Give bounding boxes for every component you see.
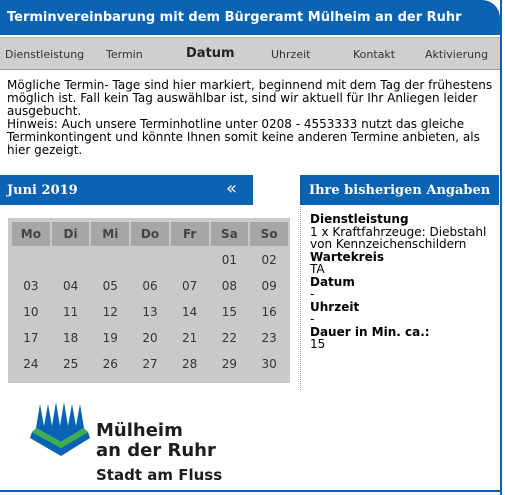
logo-line-muelheim: Mülheim [96, 420, 183, 441]
calendar-day: 20 [142, 331, 158, 345]
weekday-header: Do [131, 222, 169, 246]
calendar-day: 13 [142, 305, 158, 319]
page-title: Terminvereinbarung mit dem Bürgeramt Mülheim an der Ruhr [7, 10, 462, 25]
summary-label-dauer: Dauer in Min. ca.: [310, 324, 430, 339]
calendar-day [91, 248, 129, 272]
weekday-header: Di [52, 222, 90, 246]
calendar-day: 22 [221, 331, 238, 345]
weekday-header: Fr [171, 222, 209, 246]
summary-value-wartekreis: TA [310, 262, 325, 276]
calendar-day [12, 248, 50, 272]
summary-value-datum: - [310, 287, 315, 301]
calendar-day: 25 [62, 357, 79, 371]
logo-line-slogan: Stadt am Fluss [96, 466, 223, 484]
calendar-day: 30 [261, 357, 277, 371]
calendar-day: 14 [182, 305, 198, 319]
calendar [8, 218, 290, 383]
calendar-day: 27 [142, 357, 158, 371]
summary-value-dauer: 15 [310, 337, 326, 351]
calendar-day: 24 [23, 357, 39, 371]
summary-value-uhrzeit: - [310, 312, 315, 326]
frame-border-bottom [0, 490, 502, 492]
calendar-day: 02 [261, 253, 277, 267]
calendar-day: 03 [23, 279, 39, 293]
summary-label-service: Dienstleistung [310, 212, 409, 226]
calendar-day: 15 [221, 305, 238, 319]
progress-steps [0, 37, 500, 70]
calendar-day: 06 [142, 279, 158, 293]
calendar-day: 11 [62, 305, 79, 319]
summary-panel [310, 213, 498, 351]
calendar-day: 26 [102, 357, 118, 371]
calendar-grid [10, 220, 290, 378]
step-datum: Datum [186, 46, 235, 61]
weekday-header: So [250, 222, 288, 246]
calendar-day: 18 [62, 331, 79, 345]
summary-title: Ihre bisherigen Angaben [309, 183, 491, 198]
intro-text [7, 79, 495, 157]
calendar-day: 29 [221, 357, 238, 371]
calendar-day: 23 [261, 331, 277, 345]
logo-line-ruhr: an der Ruhr [96, 440, 216, 461]
calendar-day [52, 248, 90, 272]
calendar-day: 01 [221, 253, 238, 267]
weekday-header: Mo [12, 222, 50, 246]
calendar-day: 12 [102, 305, 118, 319]
summary-header [300, 175, 499, 205]
hotline-hint: Hinweis: Auch unsere Terminhotline unter 0208 - 4553333 nutzt das gleiche Terminkontingent und könnte Ihnen somit keine anderen Termine anbieten, als hier gezeigt. [7, 117, 480, 157]
calendar-day: 05 [102, 279, 118, 293]
calendar-day: 08 [221, 279, 238, 293]
weekday-header: Mi [91, 222, 129, 246]
step-dienstleistung[interactable]: Dienstleistung [5, 48, 85, 61]
header-bar [0, 0, 500, 35]
calendar-day: 09 [261, 279, 277, 293]
summary-label-wartekreis: Wartekreis [310, 249, 384, 264]
calendar-day: 28 [182, 357, 198, 371]
calendar-day: 17 [23, 331, 39, 345]
calendar-month: Juni 2019 [7, 183, 78, 198]
calendar-day: 21 [182, 331, 198, 345]
city-logo [30, 396, 230, 486]
step-aktivierung: Aktivierung [425, 48, 489, 61]
intro-paragraph: Mögliche Termin- Tage sind hier markiert, beginnend mit dem Tag der frühestens möglich ist. Fall kein Tag auswählbar ist, sind wir aktuell für Ihr Anliegen leider ausgebucht. [7, 78, 493, 118]
step-kontakt: Kontakt [353, 48, 396, 61]
step-uhrzeit: Uhrzeit [271, 48, 311, 61]
summary-label-datum: Datum [310, 274, 355, 289]
calendar-header [0, 175, 253, 205]
calendar-day [171, 248, 209, 272]
calendar-day: 10 [23, 305, 39, 319]
calendar-day: 16 [261, 305, 277, 319]
calendar-day: 04 [62, 279, 79, 293]
calendar-day: 07 [182, 279, 198, 293]
calendar-day [131, 248, 169, 272]
calendar-day: 19 [102, 331, 118, 345]
summary-divider [300, 207, 301, 390]
river-logo-icon [30, 398, 92, 460]
step-termin[interactable]: Termin [106, 48, 143, 61]
summary-value-service: 1 x Kraftfahrzeuge: Diebstahl von Kennzeichenschildern [310, 224, 487, 251]
summary-label-uhrzeit: Uhrzeit [310, 299, 360, 314]
weekday-header: Sa [211, 222, 249, 246]
previous-month-icon[interactable]: « [226, 178, 238, 199]
frame-border-right [500, 0, 502, 495]
